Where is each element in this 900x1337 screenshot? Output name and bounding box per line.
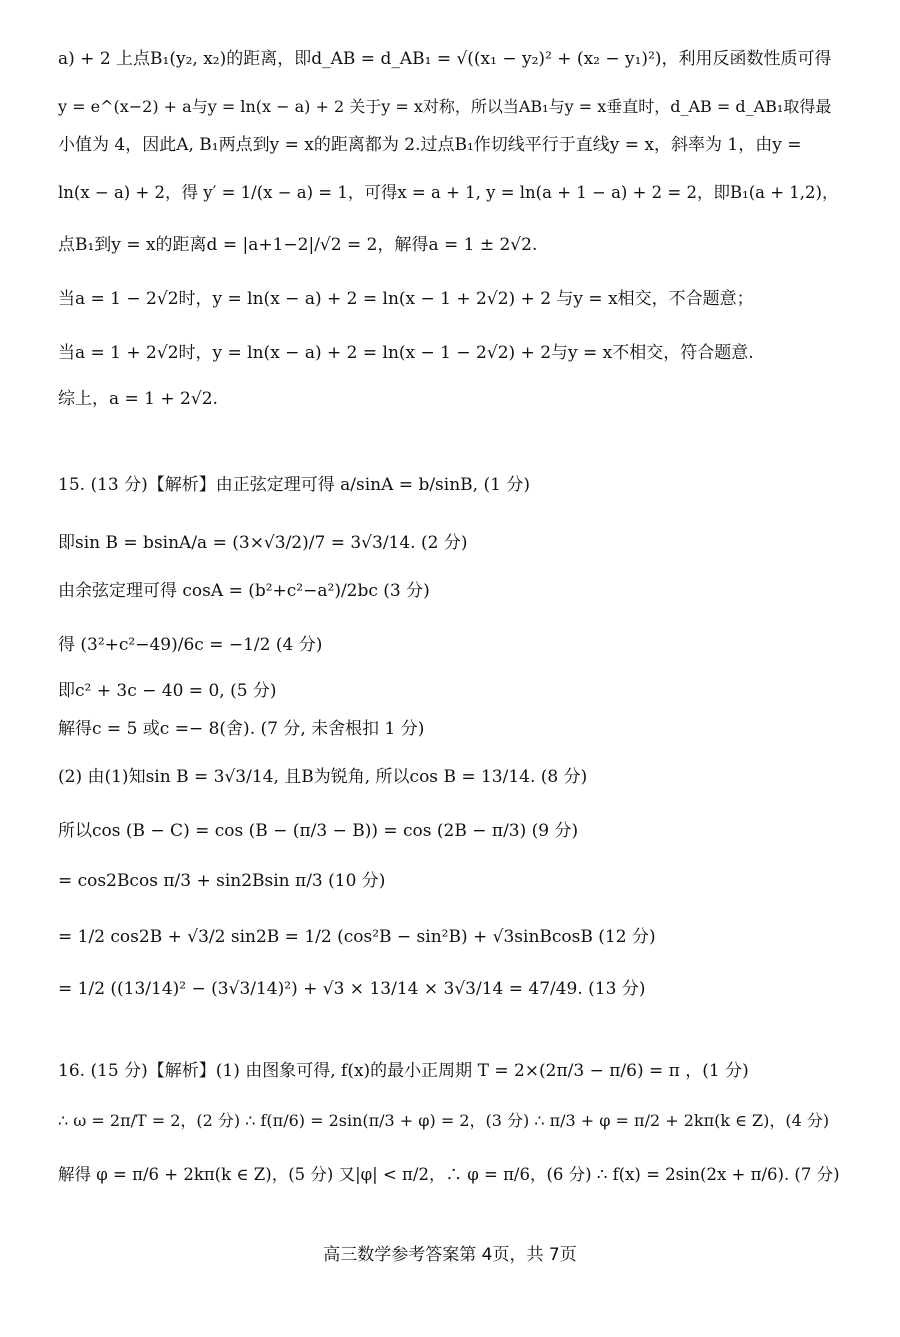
p16-heading-line: 16. (15 分)【解析】(1) 由图象可得, f(x)的最小正周期 T = 2×(2π/3 − π/6) = π ，(1 分) <box>58 1061 749 1081</box>
p15-line-5: 即c² + 3c − 40 = 0, (5 分) <box>58 681 277 701</box>
page-footer: 高三数学参考答案第 4页，共 7页 <box>323 1245 577 1265</box>
p14-line-6: 当a = 1 − 2√2时，y = ln(x − a) + 2 = ln(x − 1 + 2√2) + 2 与y = x相交，不合题意； <box>58 289 754 309</box>
p14-line-5: 点B₁到y = x的距离d = |a+1−2|/√2 = 2，解得a = 1 ± 2√2. <box>58 235 538 255</box>
p15-line-3: 由余弦定理可得 cosA = (b²+c²−a²)/2bc (3 分) <box>58 581 430 601</box>
p14-line-7: 当a = 1 + 2√2时，y = ln(x − a) + 2 = ln(x − 1 − 2√2) + 2与y = x不相交，符合题意. <box>58 343 754 363</box>
p16-line-2: ∴ ω = 2π/T = 2，(2 分) ∴ f(π/6) = 2sin(π/3 + φ) = 2，(3 分) ∴ π/3 + φ = π/2 + 2kπ(k ∈ Z)，(4 分) <box>58 1111 830 1130</box>
p15-line-10: = 1/2 cos2B + √3/2 sin2B = 1/2 (cos²B − sin²B) + √3sinBcosB (12 分) <box>58 927 656 947</box>
p14-line-1: a) + 2 上点B₁(y₂, x₂)的距离，即d_AB = d_AB₁ = √((x₁ − y₂)² + (x₂ − y₁)²)，利用反函数性质可得 <box>58 49 832 69</box>
p15-line-2: 即sin B = bsinA/a = (3×√3/2)/7 = 3√3/14. (2 分) <box>58 533 468 553</box>
p14-line-4: ln(x − a) + 2，得 y′ = 1/(x − a) = 1，可得x = a + 1, y = ln(a + 1 − a) + 2 = 2，即B₁(a + 1,2)， <box>58 183 839 202</box>
p15-heading-line: 15. (13 分)【解析】由正弦定理可得 a/sinA = b/sinB, (1 分) <box>58 475 530 495</box>
p15-line-6: 解得c = 5 或c =− 8(舍). (7 分, 未舍根扣 1 分) <box>58 719 425 739</box>
p15-line-7: (2) 由(1)知sin B = 3√3/14, 且B为锐角, 所以cos B = 13/14. (8 分) <box>58 767 588 787</box>
p15-line-8: 所以cos (B − C) = cos (B − (π/3 − B)) = cos (2B − π/3) (9 分) <box>58 821 579 841</box>
p14-line-2: y = e^(x−2) + a与y = ln(x − a) + 2 关于y = x对称，所以当AB₁与y = x垂直时，d_AB = d_AB₁取得最 <box>58 97 832 116</box>
p16-line-3: 解得 φ = π/6 + 2kπ(k ∈ Z)，(5 分) 又|φ| < π/2，∴ φ = π/6，(6 分) ∴ f(x) = 2sin(2x + π/6). (7 分) <box>58 1165 840 1184</box>
p15-line-9: = cos2Bcos π/3 + sin2Bsin π/3 (10 分) <box>58 871 386 891</box>
p15-line-4: 得 (3²+c²−49)/6c = −1/2 (4 分) <box>58 635 323 655</box>
p14-line-3: 小值为 4，因此A, B₁两点到y = x的距离都为 2.过点B₁作切线平行于直线y = x，斜率为 1，由y = <box>58 135 802 155</box>
p14-line-8: 综上，a = 1 + 2√2. <box>58 389 218 409</box>
p15-line-11: = 1/2 ((13/14)² − (3√3/14)²) + √3 × 13/14 × 3√3/14 = 47/49. (13 分) <box>58 979 646 999</box>
